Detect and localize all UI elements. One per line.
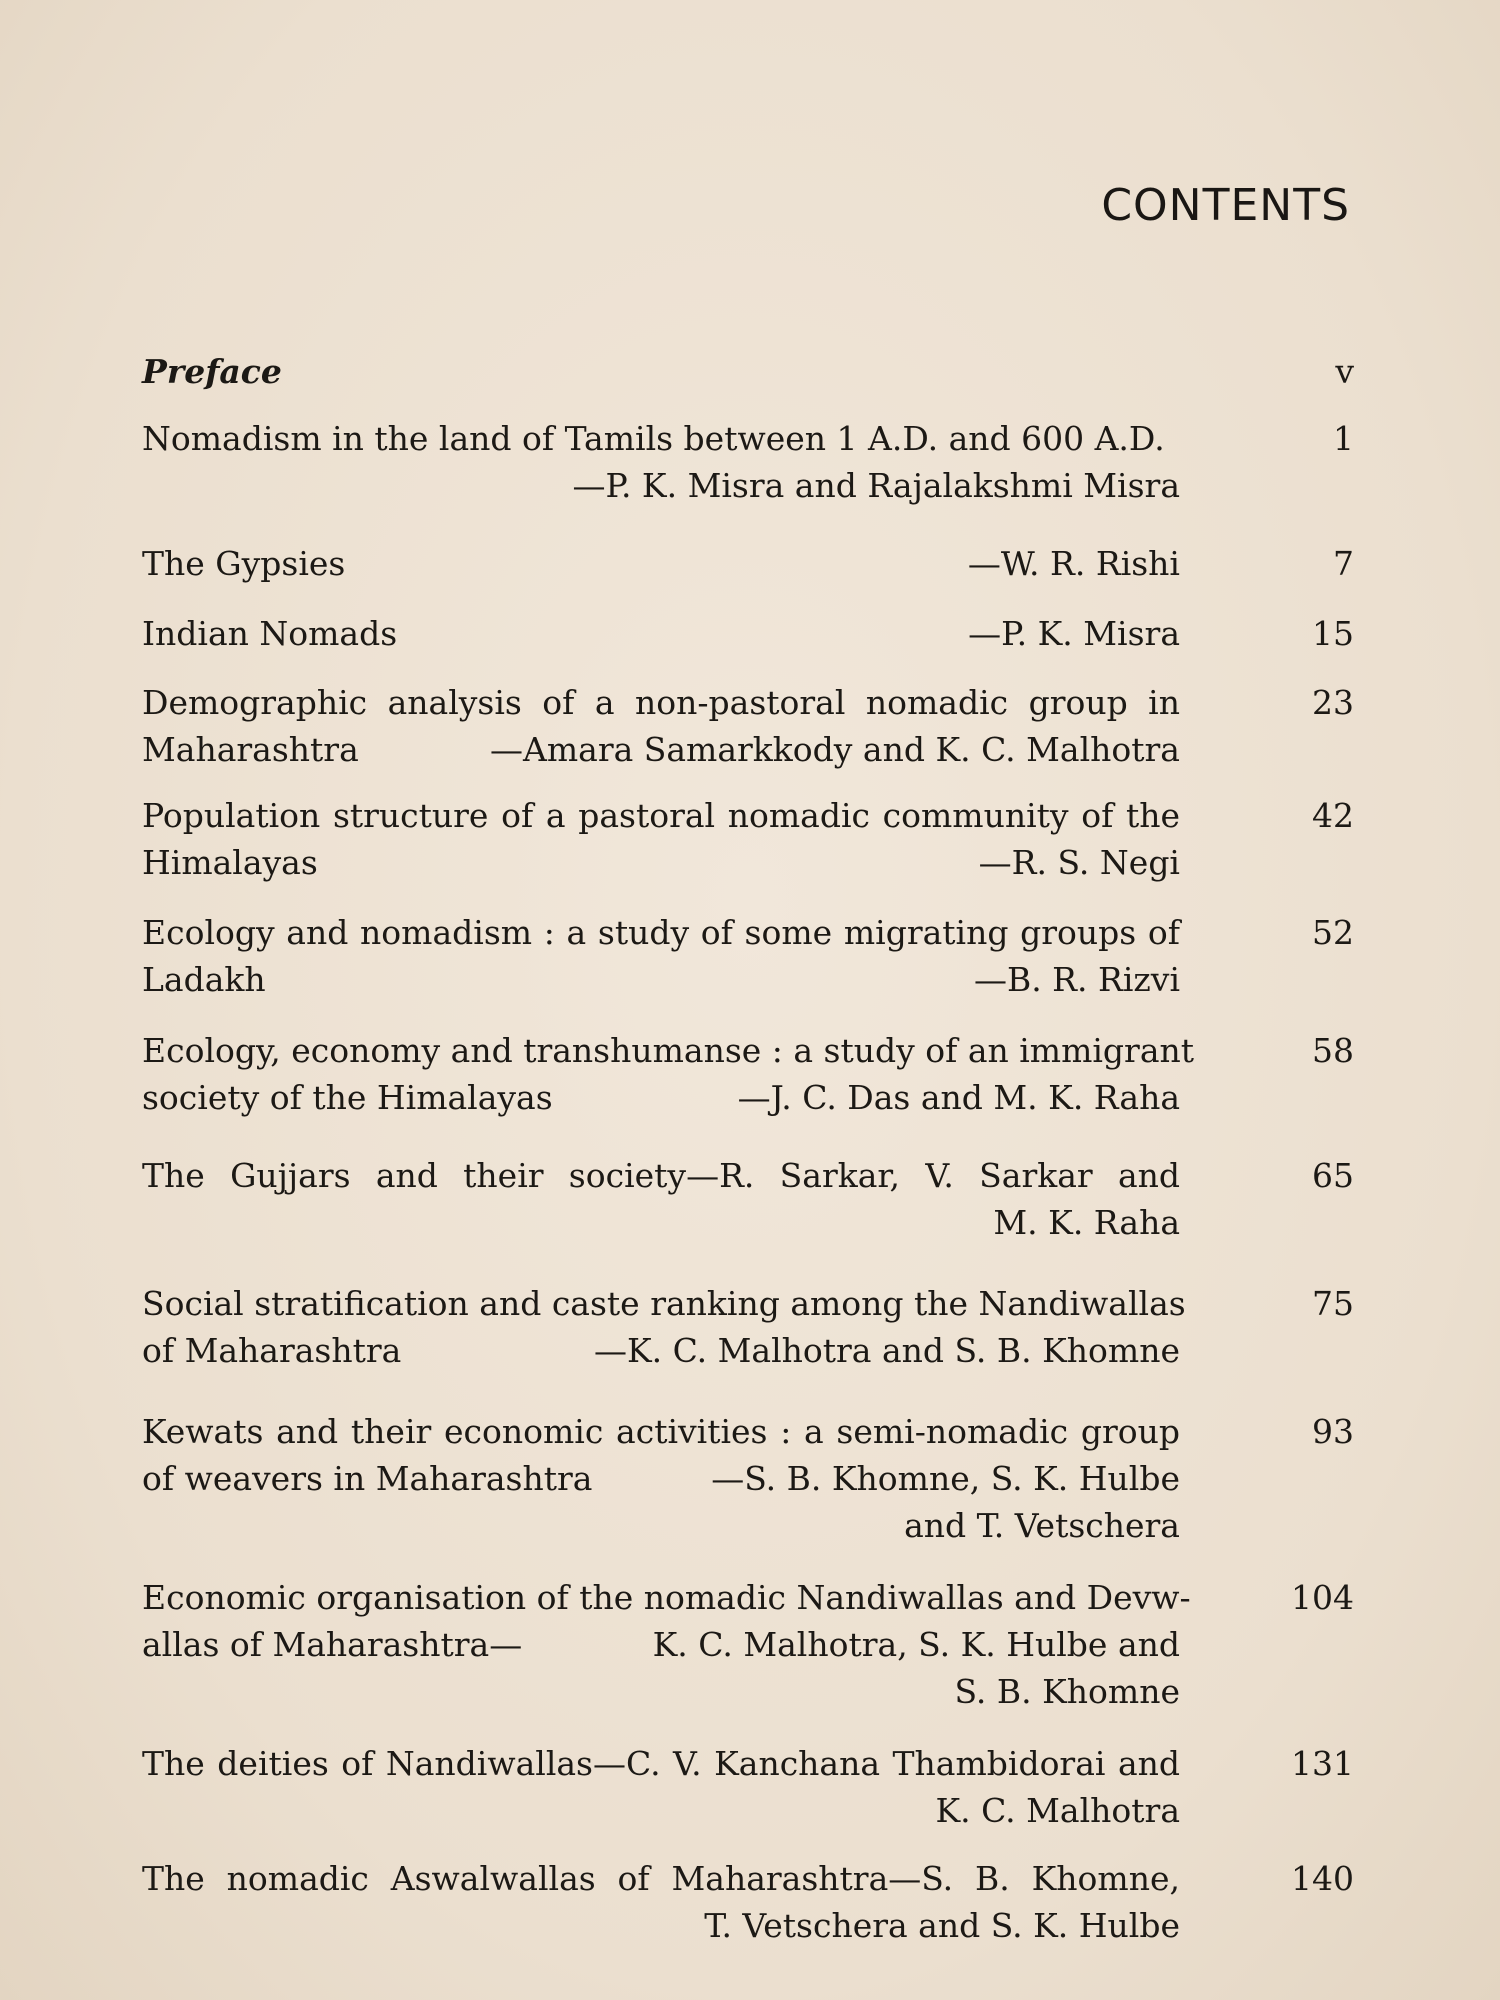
page-number: 52 bbox=[1312, 913, 1354, 952]
toc-entry bbox=[142, 1152, 1382, 1246]
entry-author: T. Vetschera and S. K. Hulbe bbox=[704, 1906, 1180, 1945]
toc-entry bbox=[142, 1408, 1382, 1549]
page-number: v bbox=[1335, 352, 1354, 391]
entry-title: Kewats and their economic activities : a semi-nomadic group bbox=[142, 1412, 1180, 1451]
page-number: 7 bbox=[1333, 544, 1354, 583]
entry-title: Preface bbox=[142, 352, 282, 391]
entry-author: —B. R. Rizvi bbox=[973, 960, 1180, 999]
entry-title: The Gujjars and their society—R. Sarkar, V. Sarkar and bbox=[142, 1156, 1180, 1195]
entry-author: —K. C. Malhotra and S. B. Khomne bbox=[593, 1331, 1180, 1370]
entry-author: K. C. Malhotra, S. K. Hulbe and bbox=[652, 1625, 1180, 1664]
page-number: 15 bbox=[1312, 614, 1354, 653]
page-number: 93 bbox=[1312, 1412, 1354, 1451]
entry-author: —J. C. Das and M. K. Raha bbox=[737, 1078, 1180, 1117]
toc-entry bbox=[142, 540, 1382, 587]
entry-author: —P. K. Misra and Rajalakshmi Misra bbox=[572, 466, 1180, 505]
entry-title: Ecology and nomadism : a study of some migrating groups of bbox=[142, 913, 1180, 952]
entry-title: The Gypsies bbox=[142, 544, 346, 583]
page-number: 42 bbox=[1312, 796, 1354, 835]
page-number: 140 bbox=[1291, 1859, 1354, 1898]
toc-entry bbox=[142, 792, 1382, 886]
entry-author: —Amara Samarkkody and K. C. Malhotra bbox=[490, 730, 1180, 769]
toc-entry bbox=[142, 1740, 1382, 1834]
entry-author: —R. S. Negi bbox=[978, 843, 1180, 882]
entry-title-cont: allas of Maharashtra— bbox=[142, 1625, 523, 1664]
entry-author: —S. B. Khomne, S. K. Hulbe bbox=[711, 1459, 1180, 1498]
entry-author: K. C. Malhotra bbox=[935, 1791, 1180, 1830]
page-number: 1 bbox=[1333, 419, 1354, 458]
toc-entry bbox=[142, 1855, 1382, 1949]
entry-title-cont: society of the Himalayas bbox=[142, 1078, 553, 1117]
entry-title-cont: Himalayas bbox=[142, 843, 318, 882]
entry-title: Ecology, economy and transhumanse : a study of an immigrant bbox=[142, 1031, 1195, 1070]
toc-entry bbox=[142, 1574, 1382, 1715]
entry-title-cont: of Maharashtra bbox=[142, 1331, 402, 1370]
toc-entry bbox=[142, 610, 1382, 657]
page-number: 131 bbox=[1291, 1744, 1354, 1783]
page-number: 23 bbox=[1312, 683, 1354, 722]
entry-title: Nomadism in the land of Tamils between 1 A.D. and 600 A.D. bbox=[142, 419, 1165, 458]
entry-title: Indian Nomads bbox=[142, 614, 398, 653]
page-number: 58 bbox=[1312, 1031, 1354, 1070]
toc-entry-preface bbox=[142, 348, 1382, 395]
entry-author: M. K. Raha bbox=[993, 1203, 1180, 1242]
page-number: 75 bbox=[1312, 1284, 1354, 1323]
entry-title: Social stratification and caste ranking among the Nandiwallas bbox=[142, 1284, 1186, 1323]
entry-title: Economic organisation of the nomadic Nandiwallas and Devw- bbox=[142, 1578, 1191, 1617]
toc-entry bbox=[142, 1280, 1382, 1374]
entry-author-cont: and T. Vetschera bbox=[904, 1506, 1180, 1545]
toc-entry bbox=[142, 1027, 1382, 1121]
entry-title-cont: Ladakh bbox=[142, 960, 266, 999]
entry-title: Demographic analysis of a non-pastoral nomadic group in bbox=[142, 683, 1180, 722]
page-number: 65 bbox=[1312, 1156, 1354, 1195]
entry-author: —W. R. Rishi bbox=[967, 544, 1180, 583]
entry-title: Population structure of a pastoral nomadic community of the bbox=[142, 796, 1180, 835]
toc-entry bbox=[142, 415, 1382, 509]
entry-title: The nomadic Aswalwallas of Maharashtra—S. B. Khomne, bbox=[142, 1859, 1180, 1898]
entry-author: —P. K. Misra bbox=[968, 614, 1180, 653]
toc-entry bbox=[142, 909, 1382, 1003]
page-number: 104 bbox=[1291, 1578, 1354, 1617]
entry-title-cont: of weavers in Maharashtra bbox=[142, 1459, 593, 1498]
toc-entry bbox=[142, 679, 1382, 773]
page-title: CONTENTS bbox=[1101, 180, 1350, 231]
entry-title: The deities of Nandiwallas—C. V. Kanchana Thambidorai and bbox=[142, 1744, 1180, 1783]
entry-title-cont: Maharashtra bbox=[142, 730, 359, 769]
entry-author-cont: S. B. Khomne bbox=[954, 1672, 1180, 1711]
